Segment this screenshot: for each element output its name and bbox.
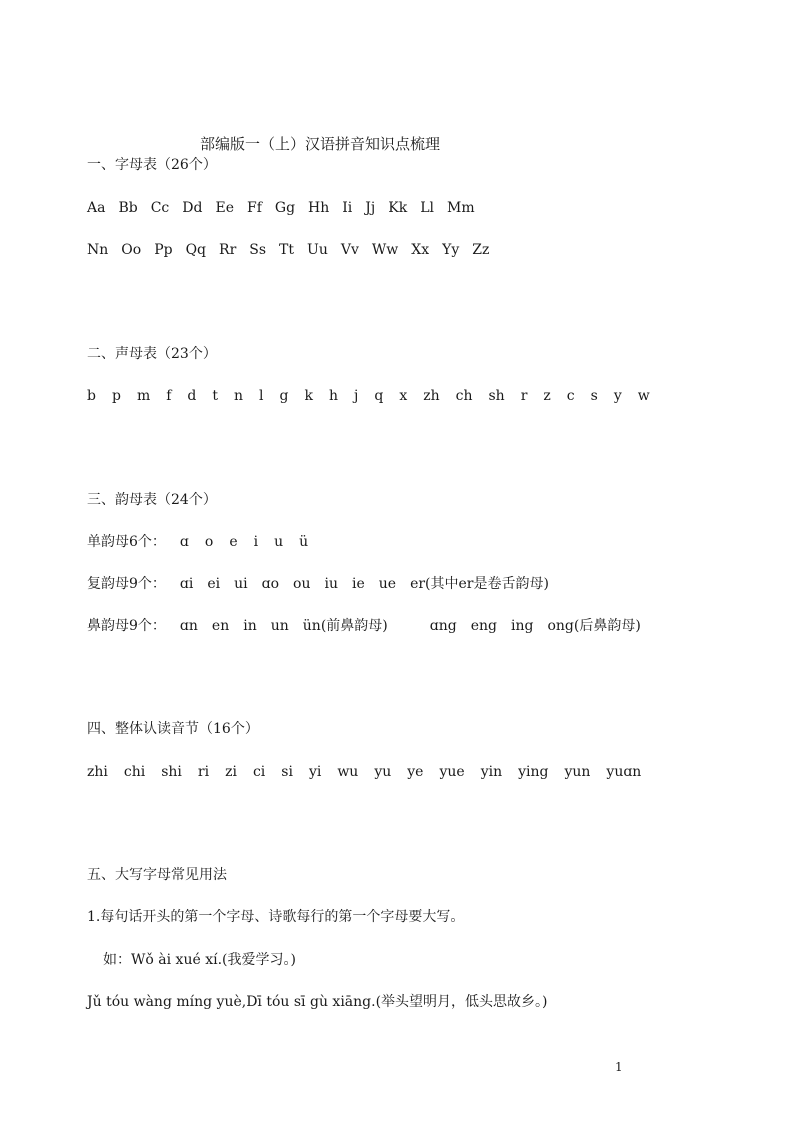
syllable-item: yu xyxy=(374,764,392,780)
nasal-back-item: eng xyxy=(470,618,497,634)
capital-example-2: Jǔ tóu wàng míng yuè,Dī tóu sī gù xiāng.(举头望明月，低头思故乡。) xyxy=(87,994,548,1010)
nasal-back-item: ɑng xyxy=(429,618,457,634)
initial-item: j xyxy=(354,388,359,404)
syllable-item: ye xyxy=(407,764,424,780)
initial-item: sh xyxy=(488,388,505,404)
alphabet-letter: Bb xyxy=(118,200,138,216)
alphabet-letter: Nn xyxy=(87,242,109,258)
document-title: 部编版一（上）汉语拼音知识点梳理 xyxy=(200,135,441,153)
compound-finals-items xyxy=(180,575,425,593)
compound-final-item: ie xyxy=(351,576,365,592)
section2-heading: 二、声母表（23个） xyxy=(87,346,217,362)
nasal-front-items xyxy=(180,617,321,635)
alphabet-row-2 xyxy=(87,241,502,259)
initial-item: g xyxy=(279,388,289,404)
alphabet-letter: Ll xyxy=(420,200,434,216)
alphabet-letter: Rr xyxy=(219,242,237,258)
section1-heading: 一、字母表（26个） xyxy=(87,157,217,173)
single-final-item: ɑ xyxy=(179,534,189,550)
nasal-front-item: ün xyxy=(302,618,321,634)
initial-item: f xyxy=(166,388,172,404)
alphabet-letter: Ii xyxy=(342,200,353,216)
single-finals-items xyxy=(180,533,308,551)
initial-item: t xyxy=(212,388,219,404)
compound-final-item: ui xyxy=(234,576,248,592)
single-finals-label: 单韵母6个： xyxy=(87,534,166,550)
initial-item: x xyxy=(399,388,408,404)
syllable-item: shi xyxy=(161,764,182,780)
syllable-item: yi xyxy=(308,764,322,780)
compound-final-item: ɑo xyxy=(261,576,280,592)
initial-item: r xyxy=(520,388,528,404)
initial-item: s xyxy=(590,388,598,404)
syllable-item: yue xyxy=(439,764,465,780)
nasal-back-item: ong xyxy=(547,618,574,634)
syllable-item: yin xyxy=(480,764,503,780)
alphabet-row-1 xyxy=(87,199,488,217)
initial-item: b xyxy=(87,388,96,404)
compound-final-item: ɑi xyxy=(179,576,194,592)
initial-item: c xyxy=(566,388,575,404)
syllable-item: yuɑn xyxy=(606,764,642,780)
alphabet-letter: Tt xyxy=(279,242,295,258)
alphabet-letter: Ff xyxy=(246,200,262,216)
nasal-back-note: (后鼻韵母) xyxy=(573,618,641,634)
single-finals-row xyxy=(87,533,308,551)
initial-item: n xyxy=(234,388,244,404)
syllable-item: si xyxy=(281,764,293,780)
alphabet-letter: Oo xyxy=(121,242,142,258)
alphabet-letter: Cc xyxy=(150,200,170,216)
alphabet-letter: Mm xyxy=(446,200,475,216)
initials-row xyxy=(87,387,666,405)
initial-item: k xyxy=(304,388,313,404)
syllable-item: zhi xyxy=(87,764,108,780)
alphabet-letter: Aa xyxy=(87,200,106,216)
syllables-row xyxy=(87,763,657,781)
compound-finals-label: 复韵母9个： xyxy=(87,576,166,592)
compound-final-item: ei xyxy=(207,576,221,592)
nasal-back-items xyxy=(430,617,574,635)
section3-heading: 三、韵母表（24个） xyxy=(87,492,217,508)
alphabet-letter: Xx xyxy=(411,242,430,258)
alphabet-letter: Yy xyxy=(442,242,460,258)
alphabet-letter: Dd xyxy=(182,200,203,216)
single-final-item: ü xyxy=(299,534,309,550)
capital-example-1: 如：Wǒ ài xué xí.(我爱学习。) xyxy=(103,952,296,968)
nasal-finals-label: 鼻韵母9个： xyxy=(87,618,166,634)
alphabet-letter: Zz xyxy=(472,242,490,258)
initial-item: p xyxy=(111,388,121,404)
initial-item: d xyxy=(187,388,197,404)
compound-final-item: ue xyxy=(378,576,397,592)
syllable-item: zi xyxy=(225,764,237,780)
alphabet-letter: Kk xyxy=(388,200,408,216)
syllable-item: ri xyxy=(197,764,210,780)
syllable-item: ying xyxy=(518,764,549,780)
alphabet-letter: Uu xyxy=(307,242,328,258)
alphabet-letter: Ww xyxy=(371,242,399,258)
nasal-finals-row xyxy=(87,617,655,635)
nasal-back-item: ing xyxy=(510,618,534,634)
alphabet-letter: Qq xyxy=(185,242,207,258)
nasal-front-note: (前鼻韵母) xyxy=(320,618,388,634)
initial-item: z xyxy=(543,388,551,404)
compound-final-item: er xyxy=(410,576,426,592)
initial-item: l xyxy=(259,388,264,404)
compound-finals-row xyxy=(87,575,563,593)
single-final-item: e xyxy=(229,534,238,550)
syllable-item: chi xyxy=(123,764,146,780)
initial-item: w xyxy=(637,388,650,404)
single-final-item: o xyxy=(204,534,214,550)
initial-item: ch xyxy=(455,388,473,404)
compound-final-item: ou xyxy=(293,576,311,592)
nasal-front-item: in xyxy=(243,618,257,634)
section4-heading: 四、整体认读音节（16个） xyxy=(87,721,259,737)
nasal-front-item: en xyxy=(211,618,230,634)
alphabet-letter: Gg xyxy=(274,200,296,216)
initial-item: h xyxy=(328,388,339,404)
single-final-item: u xyxy=(274,534,284,550)
nasal-front-item: un xyxy=(270,618,289,634)
alphabet-letter: Ss xyxy=(249,242,267,258)
alphabet-letter: Pp xyxy=(154,242,173,258)
capital-rule-1: 1.每句话开头的第一个字母、诗歌每行的第一个字母要大写。 xyxy=(87,909,465,925)
alphabet-letter: Vv xyxy=(340,242,359,258)
initial-item: zh xyxy=(423,388,440,404)
initial-item: y xyxy=(613,388,622,404)
nasal-front-item: ɑn xyxy=(179,618,198,634)
compound-final-item: iu xyxy=(324,576,338,592)
alphabet-letter: Hh xyxy=(308,200,330,216)
compound-finals-note: (其中er是卷舌韵母) xyxy=(425,576,549,592)
initial-item: q xyxy=(374,388,384,404)
syllable-item: ci xyxy=(252,764,266,780)
single-final-item: i xyxy=(253,534,259,550)
alphabet-letter: Ee xyxy=(215,200,234,216)
initial-item: m xyxy=(136,388,151,404)
alphabet-letter: Jj xyxy=(365,200,376,216)
syllable-item: yun xyxy=(564,764,591,780)
section5-heading: 五、大写字母常见用法 xyxy=(87,867,227,883)
syllable-item: wu xyxy=(337,764,359,780)
page-number: 1 xyxy=(615,1060,623,1074)
